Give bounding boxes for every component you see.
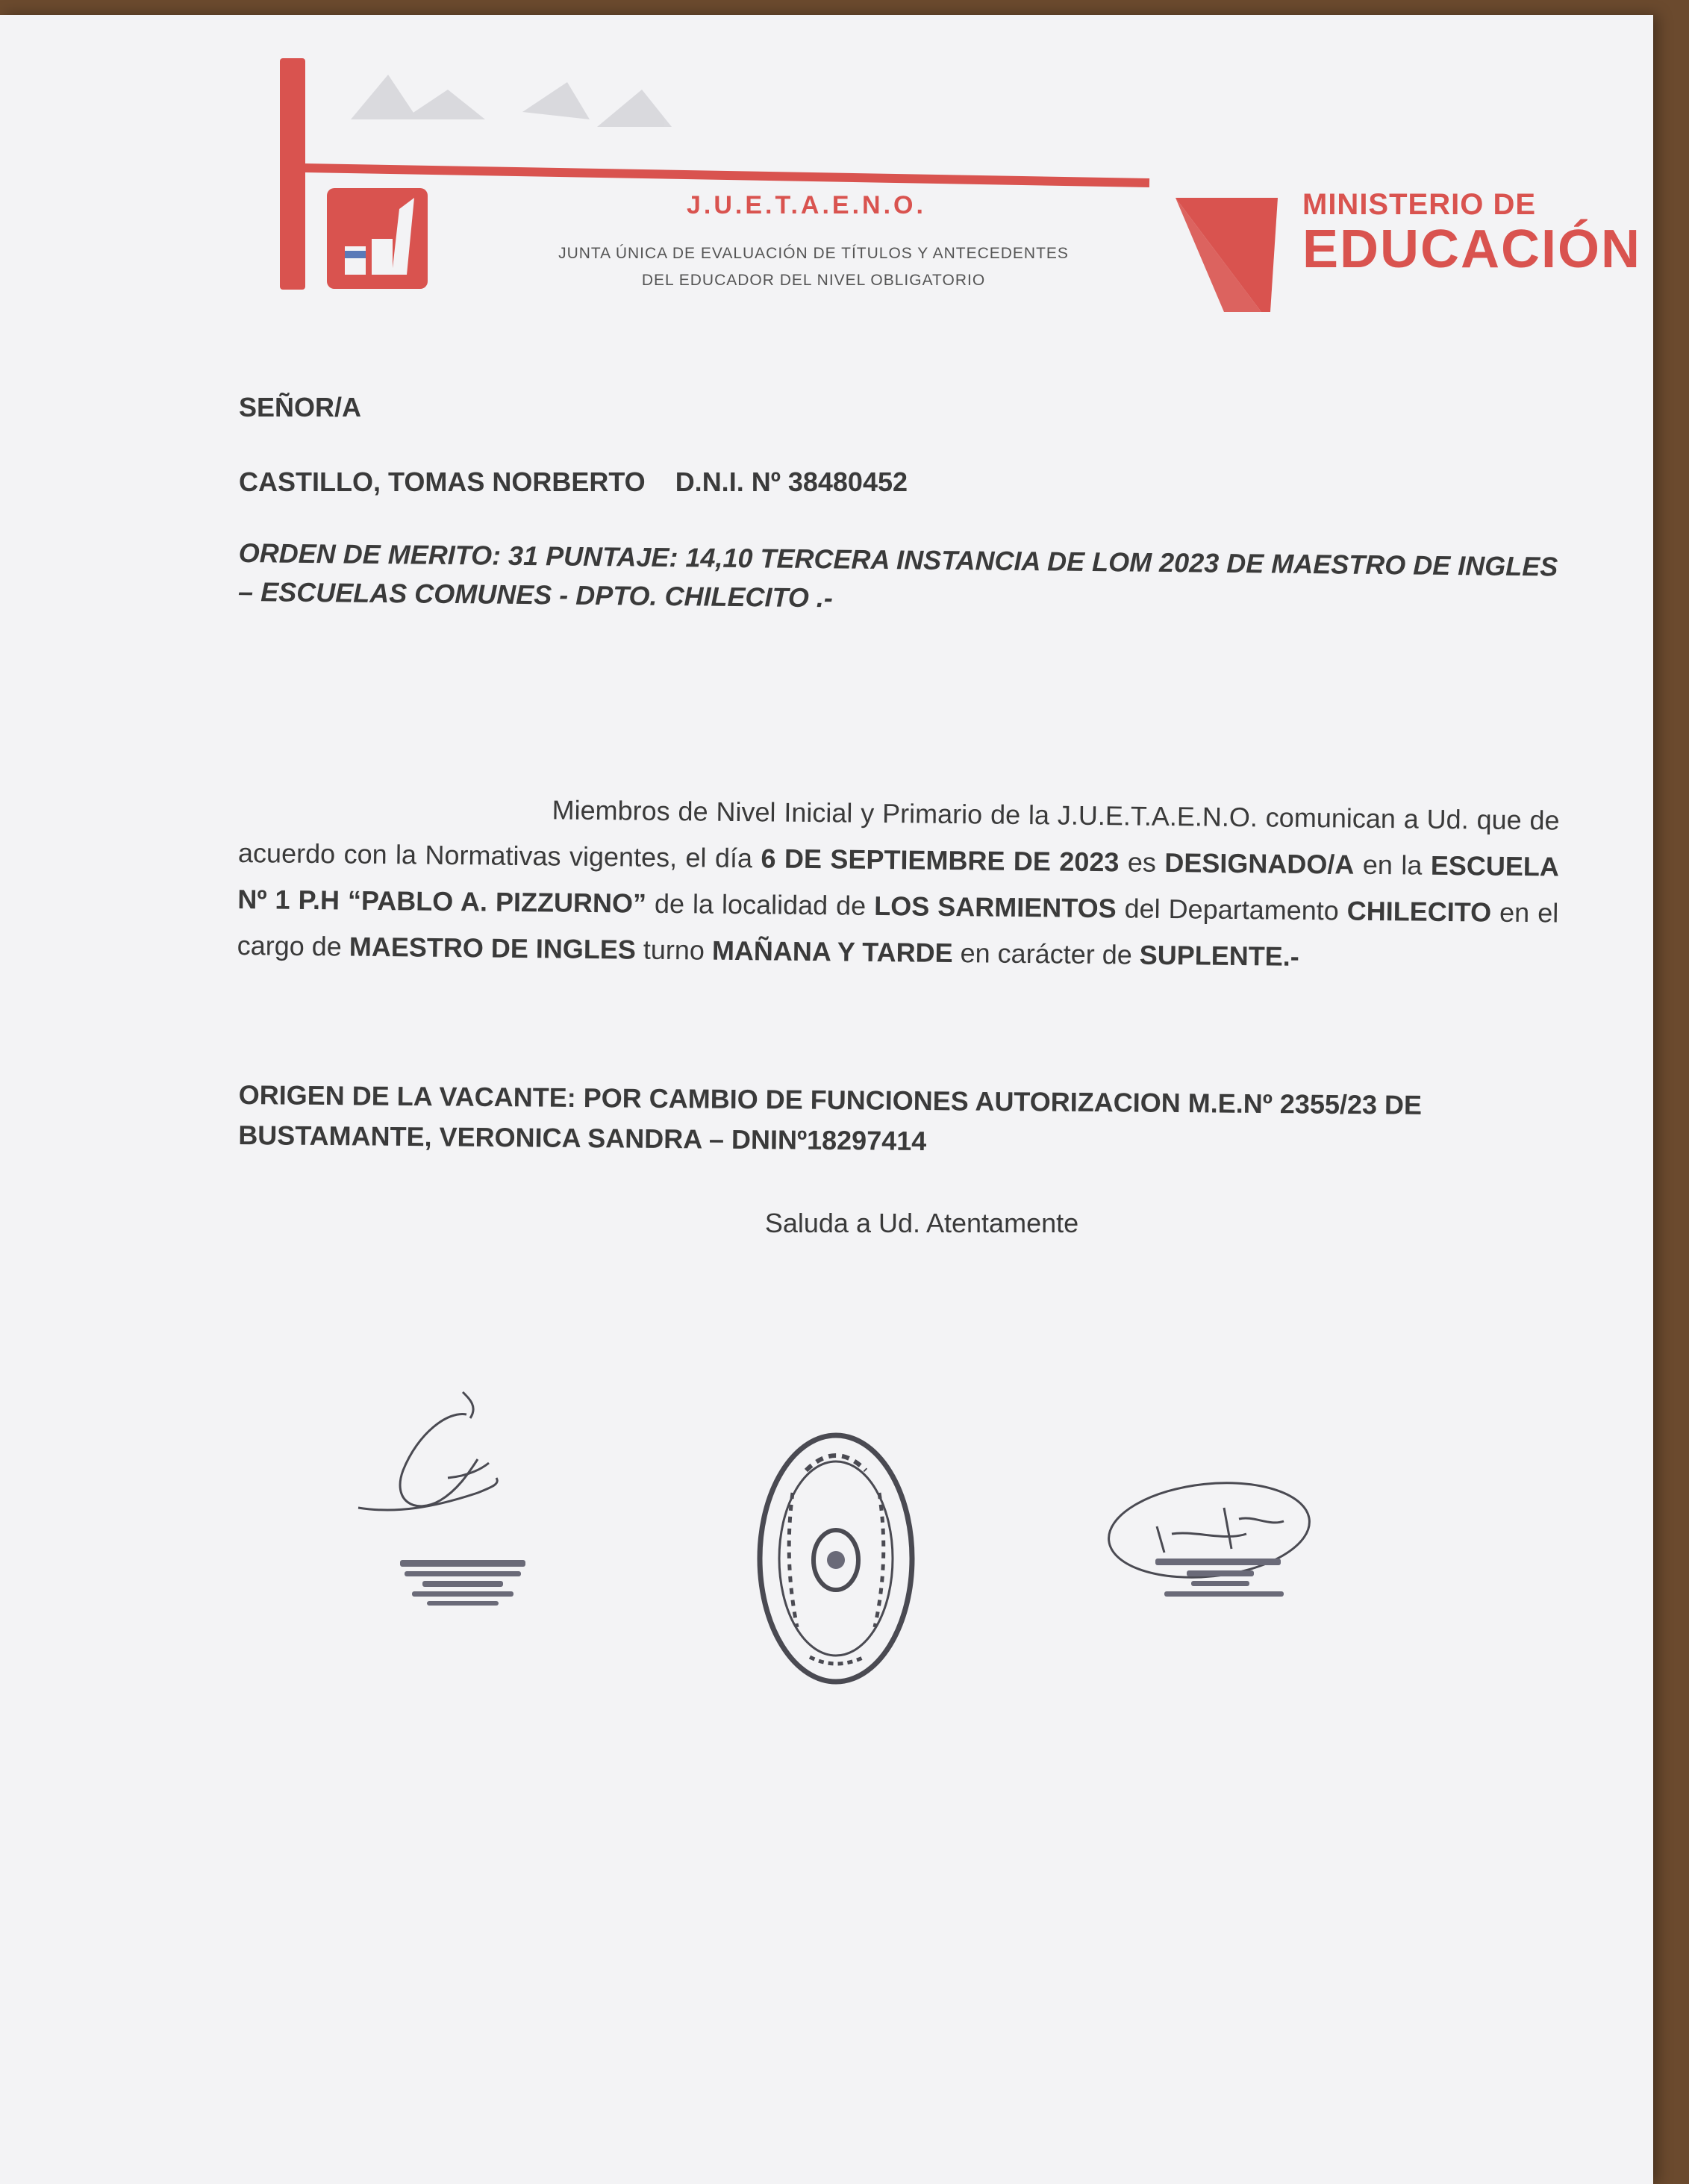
closing-line: Saluda a Ud. Atentamente: [764, 1208, 1079, 1238]
red-vertical-bar: [280, 58, 305, 290]
official-seal-icon: [760, 1435, 912, 1682]
right-signature: [1104, 1473, 1314, 1587]
letter-text-5: del Departamento: [1124, 893, 1340, 926]
letter-text-7: turno: [643, 934, 705, 966]
ministry-line-2: EDUCACIÓN: [1302, 219, 1642, 279]
recipient-name: CASTILLO, TOMAS NORBERTO: [239, 467, 646, 497]
school-name: ESCUELA Nº 1 P.H “PABLO A. PIZZURNO”: [237, 849, 1560, 919]
left-signature-stamp: [400, 1560, 525, 1606]
recipient-dni: D.N.I. Nº 38480452: [675, 467, 908, 497]
character-name: SUPLENTE.-: [1139, 939, 1299, 972]
ministry-logo-text: [1302, 188, 1641, 278]
org-name-line-2: DEL EDUCADOR DEL NIVEL OBLIGATORIO: [641, 272, 986, 289]
department-name: CHILECITO: [1346, 895, 1492, 928]
vacancy-origin: ORIGEN DE LA VACANTE: POR CAMBIO DE FUNCIONES AUTORIZACION M.E.Nº 2355/23 DE BUSTAMANTE, VERONICA SANDRA – DNINº18297414: [238, 1079, 1423, 1157]
letter-text-2: es: [1127, 846, 1157, 878]
letter-text-8: en carácter de: [960, 937, 1132, 970]
recipient-line: [239, 467, 1560, 498]
letter-body: [237, 784, 1559, 983]
salutation: SEÑOR/A: [239, 392, 362, 422]
juetaeno-logo-icon: [327, 188, 428, 289]
org-name-line-1: JUNTA ÚNICA DE EVALUACIÓN DE TÍTULOS Y ANTECEDENTES: [558, 245, 1069, 262]
designation-date: 6 DE SEPTIEMBRE DE 2023: [761, 843, 1120, 878]
locality-name: LOS SARMIENTOS: [874, 890, 1117, 924]
letter-text-1: Miembros de Nivel Inicial y Primario de la J.U.E.T.A.E.N.O. comunican a Ud. que de acuerdo con la Normativas vigentes, el día: [237, 794, 1560, 874]
letter-text-6: en el cargo de: [237, 896, 1559, 962]
shift-name: MAÑANA Y TARDE: [711, 935, 953, 969]
left-signature: [358, 1392, 497, 1510]
letter-text-4: de la localidad de: [654, 887, 867, 921]
letterhead: [0, 15, 1653, 328]
faded-header-graphic: [351, 75, 672, 127]
letter-text-3: en la: [1362, 849, 1423, 881]
document-page: [0, 15, 1653, 2184]
ministry-line-1: MINISTERIO DE: [1302, 188, 1537, 221]
designated-label: DESIGNADO/A: [1164, 846, 1355, 880]
signatures-graphics: [0, 1388, 1653, 1702]
org-acronym: J.U.E.T.A.E.N.O.: [687, 191, 926, 219]
position-name: MAESTRO DE INGLES: [349, 931, 637, 965]
paragraph-indent: [239, 816, 552, 819]
signatures-area: [0, 1388, 1653, 1702]
red-horizontal-line: [305, 168, 1149, 183]
merit-details: ORDEN DE MERITO: 31 PUNTAJE: 14,10 TERCERA INSTANCIA DE LOM 2023 DE MAESTRO DE INGLES – ESCUELAS COMUNES - DPTO. CHILECITO .-: [237, 537, 1558, 614]
